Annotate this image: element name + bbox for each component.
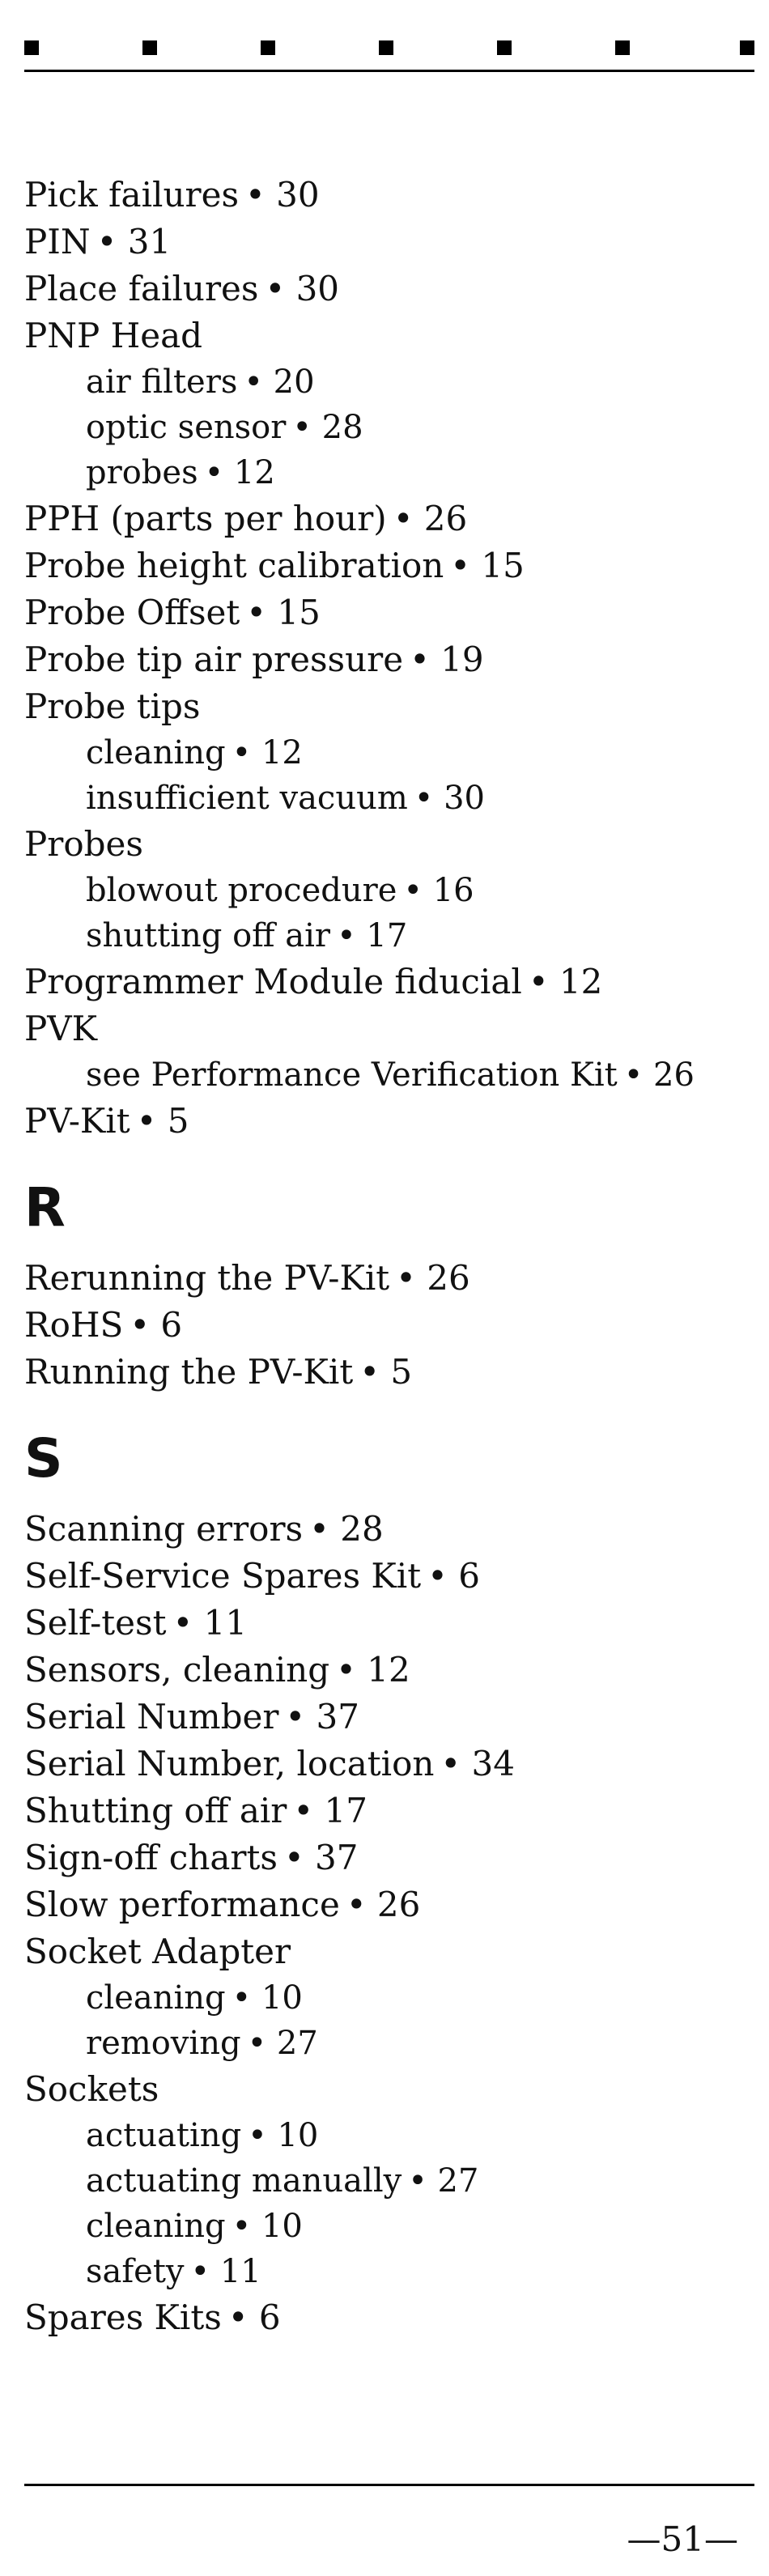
index-subentry (24, 2158, 753, 2204)
index-subterm: cleaning (86, 2208, 226, 2245)
page-reference: • 27 (247, 2025, 318, 2062)
index-subentry (24, 776, 753, 821)
index-subentry (24, 2113, 753, 2158)
index-subentry (24, 1975, 753, 2021)
index-term: Self-test (24, 1603, 167, 1643)
index-entry (24, 495, 753, 542)
index-entry (24, 1302, 753, 1349)
index-term: Probe Offset (24, 593, 240, 632)
index-entry (24, 172, 753, 219)
index-term: Serial Number (24, 1697, 279, 1736)
index-term: Serial Number, location (24, 1744, 435, 1783)
page-reference: • 6 (227, 2298, 281, 2337)
index-subentry (24, 1052, 753, 1098)
index-term: RoHS (24, 1305, 124, 1345)
index-subterm: actuating manually (86, 2162, 402, 2200)
index-term: Self-Service Spares Kit (24, 1556, 422, 1596)
index-term: Running the PV-Kit (24, 1352, 354, 1392)
index-term: PNP Head (24, 316, 203, 355)
index-subentry (24, 450, 753, 495)
index-entry (24, 1881, 753, 1928)
page-reference: • 11 (190, 2253, 261, 2290)
header-square (615, 40, 630, 55)
index-entry (24, 1787, 753, 1834)
index-subterm: insufficient vacuum (86, 780, 408, 817)
index-subentry (24, 868, 753, 913)
section-letter-r: R (24, 1176, 66, 1239)
index-entry (24, 589, 753, 636)
index-term: Sockets (24, 2069, 159, 2109)
index-entry (24, 1553, 753, 1600)
page-reference: • 6 (130, 1305, 183, 1345)
page-number: —51— (627, 2519, 738, 2559)
page-reference: • 20 (244, 363, 315, 401)
index-entry (24, 1834, 753, 1881)
index-term: Rerunning the PV-Kit (24, 1258, 390, 1298)
index-term: Shutting off air (24, 1791, 287, 1830)
index-subterm: see Performance Verification Kit (86, 1056, 618, 1094)
index-subterm: safety (86, 2253, 185, 2290)
page-reference: • 31 (96, 222, 172, 261)
index-entry (24, 636, 753, 683)
index-subentry (24, 2204, 753, 2249)
index-term: Programmer Module fiducial (24, 962, 522, 1001)
index-subentry (24, 730, 753, 776)
index-entry (24, 1098, 753, 1145)
index-entry (24, 219, 753, 266)
footer-rule (24, 2484, 754, 2486)
header-square (24, 40, 39, 55)
page-reference: • 30 (245, 175, 320, 215)
page-reference: • 26 (393, 499, 468, 538)
index-entry (24, 1647, 753, 1694)
index-term: PPH (parts per hour) (24, 499, 387, 538)
index-subterm: air filters (86, 363, 238, 401)
page-reference: • 11 (172, 1603, 248, 1643)
index-subterm: shutting off air (86, 917, 331, 954)
page-reference: • 12 (528, 962, 603, 1001)
index-entry (24, 821, 753, 868)
page-reference: • 6 (427, 1556, 480, 1596)
index-entry (24, 542, 753, 589)
index-term: Sign-off charts (24, 1838, 278, 1877)
index-subterm: blowout procedure (86, 872, 397, 909)
page-reference: • 10 (232, 1979, 303, 2017)
index-entry (24, 2066, 753, 2113)
index-entry (24, 1694, 753, 1741)
index-subentry (24, 359, 753, 405)
index-term: Probe tips (24, 687, 201, 726)
index-entry (24, 1741, 753, 1787)
header-square (379, 40, 393, 55)
index-entry (24, 1005, 753, 1052)
page-reference: • 10 (232, 2208, 303, 2245)
index-list (24, 172, 753, 2341)
page-reference: • 37 (285, 1697, 359, 1736)
index-entry (24, 959, 753, 1005)
index-term: Probes (24, 824, 143, 864)
page-reference: • 17 (293, 1791, 368, 1830)
index-entry (24, 683, 753, 730)
header-square (740, 40, 754, 55)
page-reference: • 12 (336, 1650, 410, 1690)
index-subentry (24, 2249, 753, 2294)
header-square (261, 40, 275, 55)
index-entry (24, 1506, 753, 1553)
header-decoration (24, 32, 754, 57)
index-subterm: cleaning (86, 734, 226, 772)
index-subentry (24, 2021, 753, 2066)
page-reference: • 26 (623, 1056, 695, 1094)
page-reference: • 17 (337, 917, 408, 954)
header-square (142, 40, 157, 55)
index-term: Place failures (24, 269, 259, 308)
page-reference: • 30 (414, 780, 485, 817)
page-reference: • 30 (265, 269, 340, 308)
index-term: Probe height calibration (24, 546, 444, 585)
page-reference: • 16 (403, 872, 474, 909)
page-reference: • 19 (410, 640, 484, 679)
index-term: Socket Adapter (24, 1932, 291, 1971)
section-letter-s: S (24, 1427, 63, 1490)
index-term: Spares Kits (24, 2298, 222, 2337)
index-subterm: actuating (86, 2117, 242, 2154)
index-subentry (24, 405, 753, 450)
page-reference: • 5 (136, 1101, 189, 1141)
index-entry (24, 1255, 753, 1302)
index-term: Sensors, cleaning (24, 1650, 330, 1690)
page-reference: • 26 (396, 1258, 470, 1298)
index-term: PIN (24, 222, 91, 261)
header-square (497, 40, 512, 55)
index-term: PVK (24, 1009, 97, 1048)
page-reference: • 12 (232, 734, 303, 772)
index-entry (24, 1600, 753, 1647)
index-entry (24, 1928, 753, 1975)
page-reference: • 27 (408, 2162, 479, 2200)
index-subterm: cleaning (86, 1979, 226, 2017)
index-entry (24, 1349, 753, 1396)
index-subterm: removing (86, 2025, 241, 2062)
index-term: Slow performance (24, 1885, 340, 1924)
page-reference: • 34 (440, 1744, 515, 1783)
page-reference: • 10 (248, 2117, 319, 2154)
page-reference: • 12 (204, 454, 275, 491)
index-term: Probe tip air pressure (24, 640, 404, 679)
page-reference: • 37 (283, 1838, 359, 1877)
index-subterm: probes (86, 454, 198, 491)
index-entry (24, 2294, 753, 2341)
page-reference: • 15 (450, 546, 525, 585)
index-entry (24, 312, 753, 359)
index-subterm: optic sensor (86, 409, 287, 446)
page-reference: • 15 (246, 593, 321, 632)
index-term: PV-Kit (24, 1101, 130, 1141)
header-rule (24, 70, 754, 72)
page-reference: • 5 (359, 1352, 413, 1392)
page-reference: • 28 (309, 1509, 384, 1549)
page-reference: • 28 (292, 409, 363, 446)
index-term: Pick failures (24, 175, 240, 215)
index-entry (24, 266, 753, 312)
index-term: Scanning errors (24, 1509, 304, 1549)
page-reference: • 26 (346, 1885, 421, 1924)
index-subentry (24, 913, 753, 959)
